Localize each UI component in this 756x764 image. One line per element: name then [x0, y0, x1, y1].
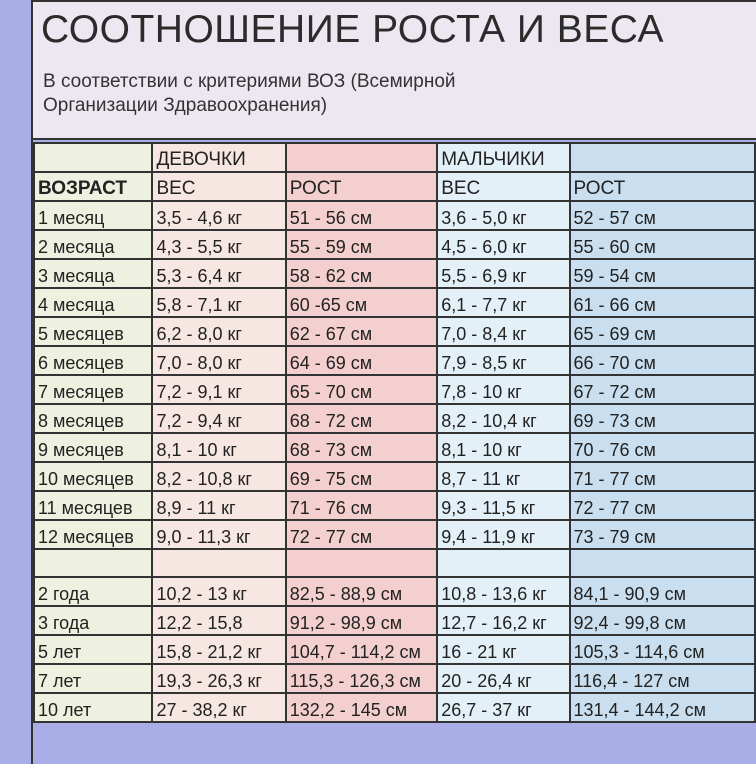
- cell-boys-weight: 12,7 - 16,2 кг: [437, 606, 569, 635]
- cell-girls-weight: 4,3 - 5,5 кг: [152, 230, 285, 259]
- cell-age: 5 месяцев: [34, 317, 152, 346]
- column-girls-height: РОСТ: [286, 172, 438, 201]
- cell-boys-height: 92,4 - 99,8 см: [570, 606, 756, 635]
- cell-boys-height: 116,4 - 127 см: [570, 664, 756, 693]
- cell-girls-weight: 7,2 - 9,1 кг: [152, 375, 285, 404]
- cell-boys-weight: 7,0 - 8,4 кг: [437, 317, 569, 346]
- cell-age: 2 года: [34, 577, 152, 606]
- cell-boys-height: 59 - 54 см: [570, 259, 756, 288]
- cell-boys-weight: 16 - 21 кг: [437, 635, 569, 664]
- cell-age: 4 месяца: [34, 288, 152, 317]
- cell-girls-height: 71 - 76 см: [286, 491, 438, 520]
- table-row: [34, 491, 755, 520]
- cell-boys-weight: 9,3 - 11,5 кг: [437, 491, 569, 520]
- cell-girls-weight: 8,1 - 10 кг: [152, 433, 285, 462]
- subtitle: [43, 70, 603, 118]
- cell-girls-height: 115,3 - 126,3 см: [286, 664, 438, 693]
- table-row: [34, 375, 755, 404]
- cell-girls-weight: 5,3 - 6,4 кг: [152, 259, 285, 288]
- cell-age: 10 лет: [34, 693, 152, 722]
- cell-boys-height: 69 - 73 см: [570, 404, 756, 433]
- cell-age: 3 месяца: [34, 259, 152, 288]
- group-girls-label: ДЕВОЧКИ: [152, 143, 285, 172]
- cell-boys-height: 55 - 60 см: [570, 230, 756, 259]
- cell-age: 6 месяцев: [34, 346, 152, 375]
- table-row: [34, 404, 755, 433]
- subtitle-line-2: Организации Здравоохранения): [43, 95, 328, 116]
- table-row: [34, 635, 755, 664]
- cell-girls-weight: 10,2 - 13 кг: [152, 577, 285, 606]
- table-row: [34, 317, 755, 346]
- table-row: [34, 433, 755, 462]
- cell-girls-weight: 3,5 - 4,6 кг: [152, 201, 285, 230]
- cell-boys-height: 84,1 - 90,9 см: [570, 577, 756, 606]
- cell-age: 1 месяц: [34, 201, 152, 230]
- cell-boys-height: 131,4 - 144,2 см: [570, 693, 756, 722]
- cell-boys-weight: 8,7 - 11 кг: [437, 462, 569, 491]
- table-row: [34, 577, 755, 606]
- cell-girls-height: 64 - 69 см: [286, 346, 438, 375]
- cell-boys-weight: 9,4 - 11,9 кг: [437, 520, 569, 549]
- cell-boys-height: 73 - 79 см: [570, 520, 756, 549]
- cell-age: 7 лет: [34, 664, 152, 693]
- cell-boys-height: 70 - 76 см: [570, 433, 756, 462]
- table-row: [34, 462, 755, 491]
- cell-girls-weight: 5,8 - 7,1 кг: [152, 288, 285, 317]
- cell-girls-height: [286, 549, 438, 577]
- column-boys-height: РОСТ: [570, 172, 756, 201]
- cell-boys-weight: 8,1 - 10 кг: [437, 433, 569, 462]
- cell-girls-height: 58 - 62 см: [286, 259, 438, 288]
- table-row: [34, 520, 755, 549]
- column-age: ВОЗРАСТ: [34, 172, 152, 201]
- cell-age: 3 года: [34, 606, 152, 635]
- cell-girls-height: 104,7 - 114,2 см: [286, 635, 438, 664]
- cell-girls-weight: 27 - 38,2 кг: [152, 693, 285, 722]
- cell-girls-height: 72 - 77 см: [286, 520, 438, 549]
- cell-girls-weight: 9,0 - 11,3 кг: [152, 520, 285, 549]
- cell-girls-weight: 6,2 - 8,0 кг: [152, 317, 285, 346]
- chart-card: [31, 0, 756, 764]
- cell-boys-height: 61 - 66 см: [570, 288, 756, 317]
- cell-age: 11 месяцев: [34, 491, 152, 520]
- table-row: [34, 288, 755, 317]
- cell-girls-height: 132,2 - 145 см: [286, 693, 438, 722]
- table-row: [34, 201, 755, 230]
- cell-girls-height: 68 - 73 см: [286, 433, 438, 462]
- group-header-row: [34, 143, 755, 172]
- cell-boys-weight: 8,2 - 10,4 кг: [437, 404, 569, 433]
- cell-boys-weight: 7,8 - 10 кг: [437, 375, 569, 404]
- cell-girls-height: 69 - 75 см: [286, 462, 438, 491]
- column-boys-weight: ВЕС: [437, 172, 569, 201]
- cell-age: 5 лет: [34, 635, 152, 664]
- cell-girls-height: 65 - 70 см: [286, 375, 438, 404]
- height-weight-table: [33, 142, 756, 723]
- spacer-row: [34, 549, 755, 577]
- cell-boys-weight: 26,7 - 37 кг: [437, 693, 569, 722]
- cell-girls-weight: 7,0 - 8,0 кг: [152, 346, 285, 375]
- cell-boys-height: 105,3 - 114,6 см: [570, 635, 756, 664]
- cell-boys-weight: 5,5 - 6,9 кг: [437, 259, 569, 288]
- cell-girls-weight: [152, 549, 285, 577]
- table-row: [34, 664, 755, 693]
- cell-age: 7 месяцев: [34, 375, 152, 404]
- cell-boys-height: 71 - 77 см: [570, 462, 756, 491]
- table-body: [34, 201, 755, 722]
- cell-girls-height: 60 -65 см: [286, 288, 438, 317]
- cell-boys-height: 72 - 77 см: [570, 491, 756, 520]
- cell-boys-weight: 7,9 - 8,5 кг: [437, 346, 569, 375]
- group-boys-spacer: [570, 143, 756, 172]
- cell-boys-weight: 4,5 - 6,0 кг: [437, 230, 569, 259]
- header: [33, 2, 756, 140]
- table-row: [34, 259, 755, 288]
- cell-boys-weight: 3,6 - 5,0 кг: [437, 201, 569, 230]
- cell-boys-weight: 10,8 - 13,6 кг: [437, 577, 569, 606]
- table-row: [34, 606, 755, 635]
- cell-girls-weight: 12,2 - 15,8: [152, 606, 285, 635]
- cell-girls-height: 51 - 56 см: [286, 201, 438, 230]
- table-row: [34, 346, 755, 375]
- cell-boys-height: 66 - 70 см: [570, 346, 756, 375]
- cell-girls-weight: 15,8 - 21,2 кг: [152, 635, 285, 664]
- cell-age: [34, 549, 152, 577]
- cell-girls-weight: 7,2 - 9,4 кг: [152, 404, 285, 433]
- table-row: [34, 230, 755, 259]
- cell-age: 9 месяцев: [34, 433, 152, 462]
- cell-boys-height: [570, 549, 756, 577]
- cell-boys-weight: 6,1 - 7,7 кг: [437, 288, 569, 317]
- cell-boys-height: 52 - 57 см: [570, 201, 756, 230]
- cell-girls-height: 62 - 67 см: [286, 317, 438, 346]
- cell-girls-height: 91,2 - 98,9 см: [286, 606, 438, 635]
- group-boys-label: МАЛЬЧИКИ: [437, 143, 569, 172]
- cell-boys-height: 67 - 72 см: [570, 375, 756, 404]
- cell-girls-weight: 8,2 - 10,8 кг: [152, 462, 285, 491]
- group-girls-spacer: [286, 143, 438, 172]
- cell-girls-weight: 19,3 - 26,3 кг: [152, 664, 285, 693]
- cell-age: 10 месяцев: [34, 462, 152, 491]
- cell-boys-weight: [437, 549, 569, 577]
- cell-girls-height: 55 - 59 см: [286, 230, 438, 259]
- cell-age: 8 месяцев: [34, 404, 152, 433]
- cell-girls-height: 82,5 - 88,9 см: [286, 577, 438, 606]
- table-row: [34, 693, 755, 722]
- cell-age: 12 месяцев: [34, 520, 152, 549]
- cell-girls-height: 68 - 72 см: [286, 404, 438, 433]
- cell-boys-weight: 20 - 26,4 кг: [437, 664, 569, 693]
- column-girls-weight: ВЕС: [152, 172, 285, 201]
- cell-boys-height: 65 - 69 см: [570, 317, 756, 346]
- cell-age: 2 месяца: [34, 230, 152, 259]
- group-header-empty: [34, 143, 152, 172]
- page-title: СООТНОШЕНИЕ РОСТА И ВЕСА: [41, 8, 665, 51]
- subtitle-line-1: В соответствии с критериями ВОЗ (Всемирной: [43, 71, 456, 92]
- column-header-row: [34, 172, 755, 201]
- cell-girls-weight: 8,9 - 11 кг: [152, 491, 285, 520]
